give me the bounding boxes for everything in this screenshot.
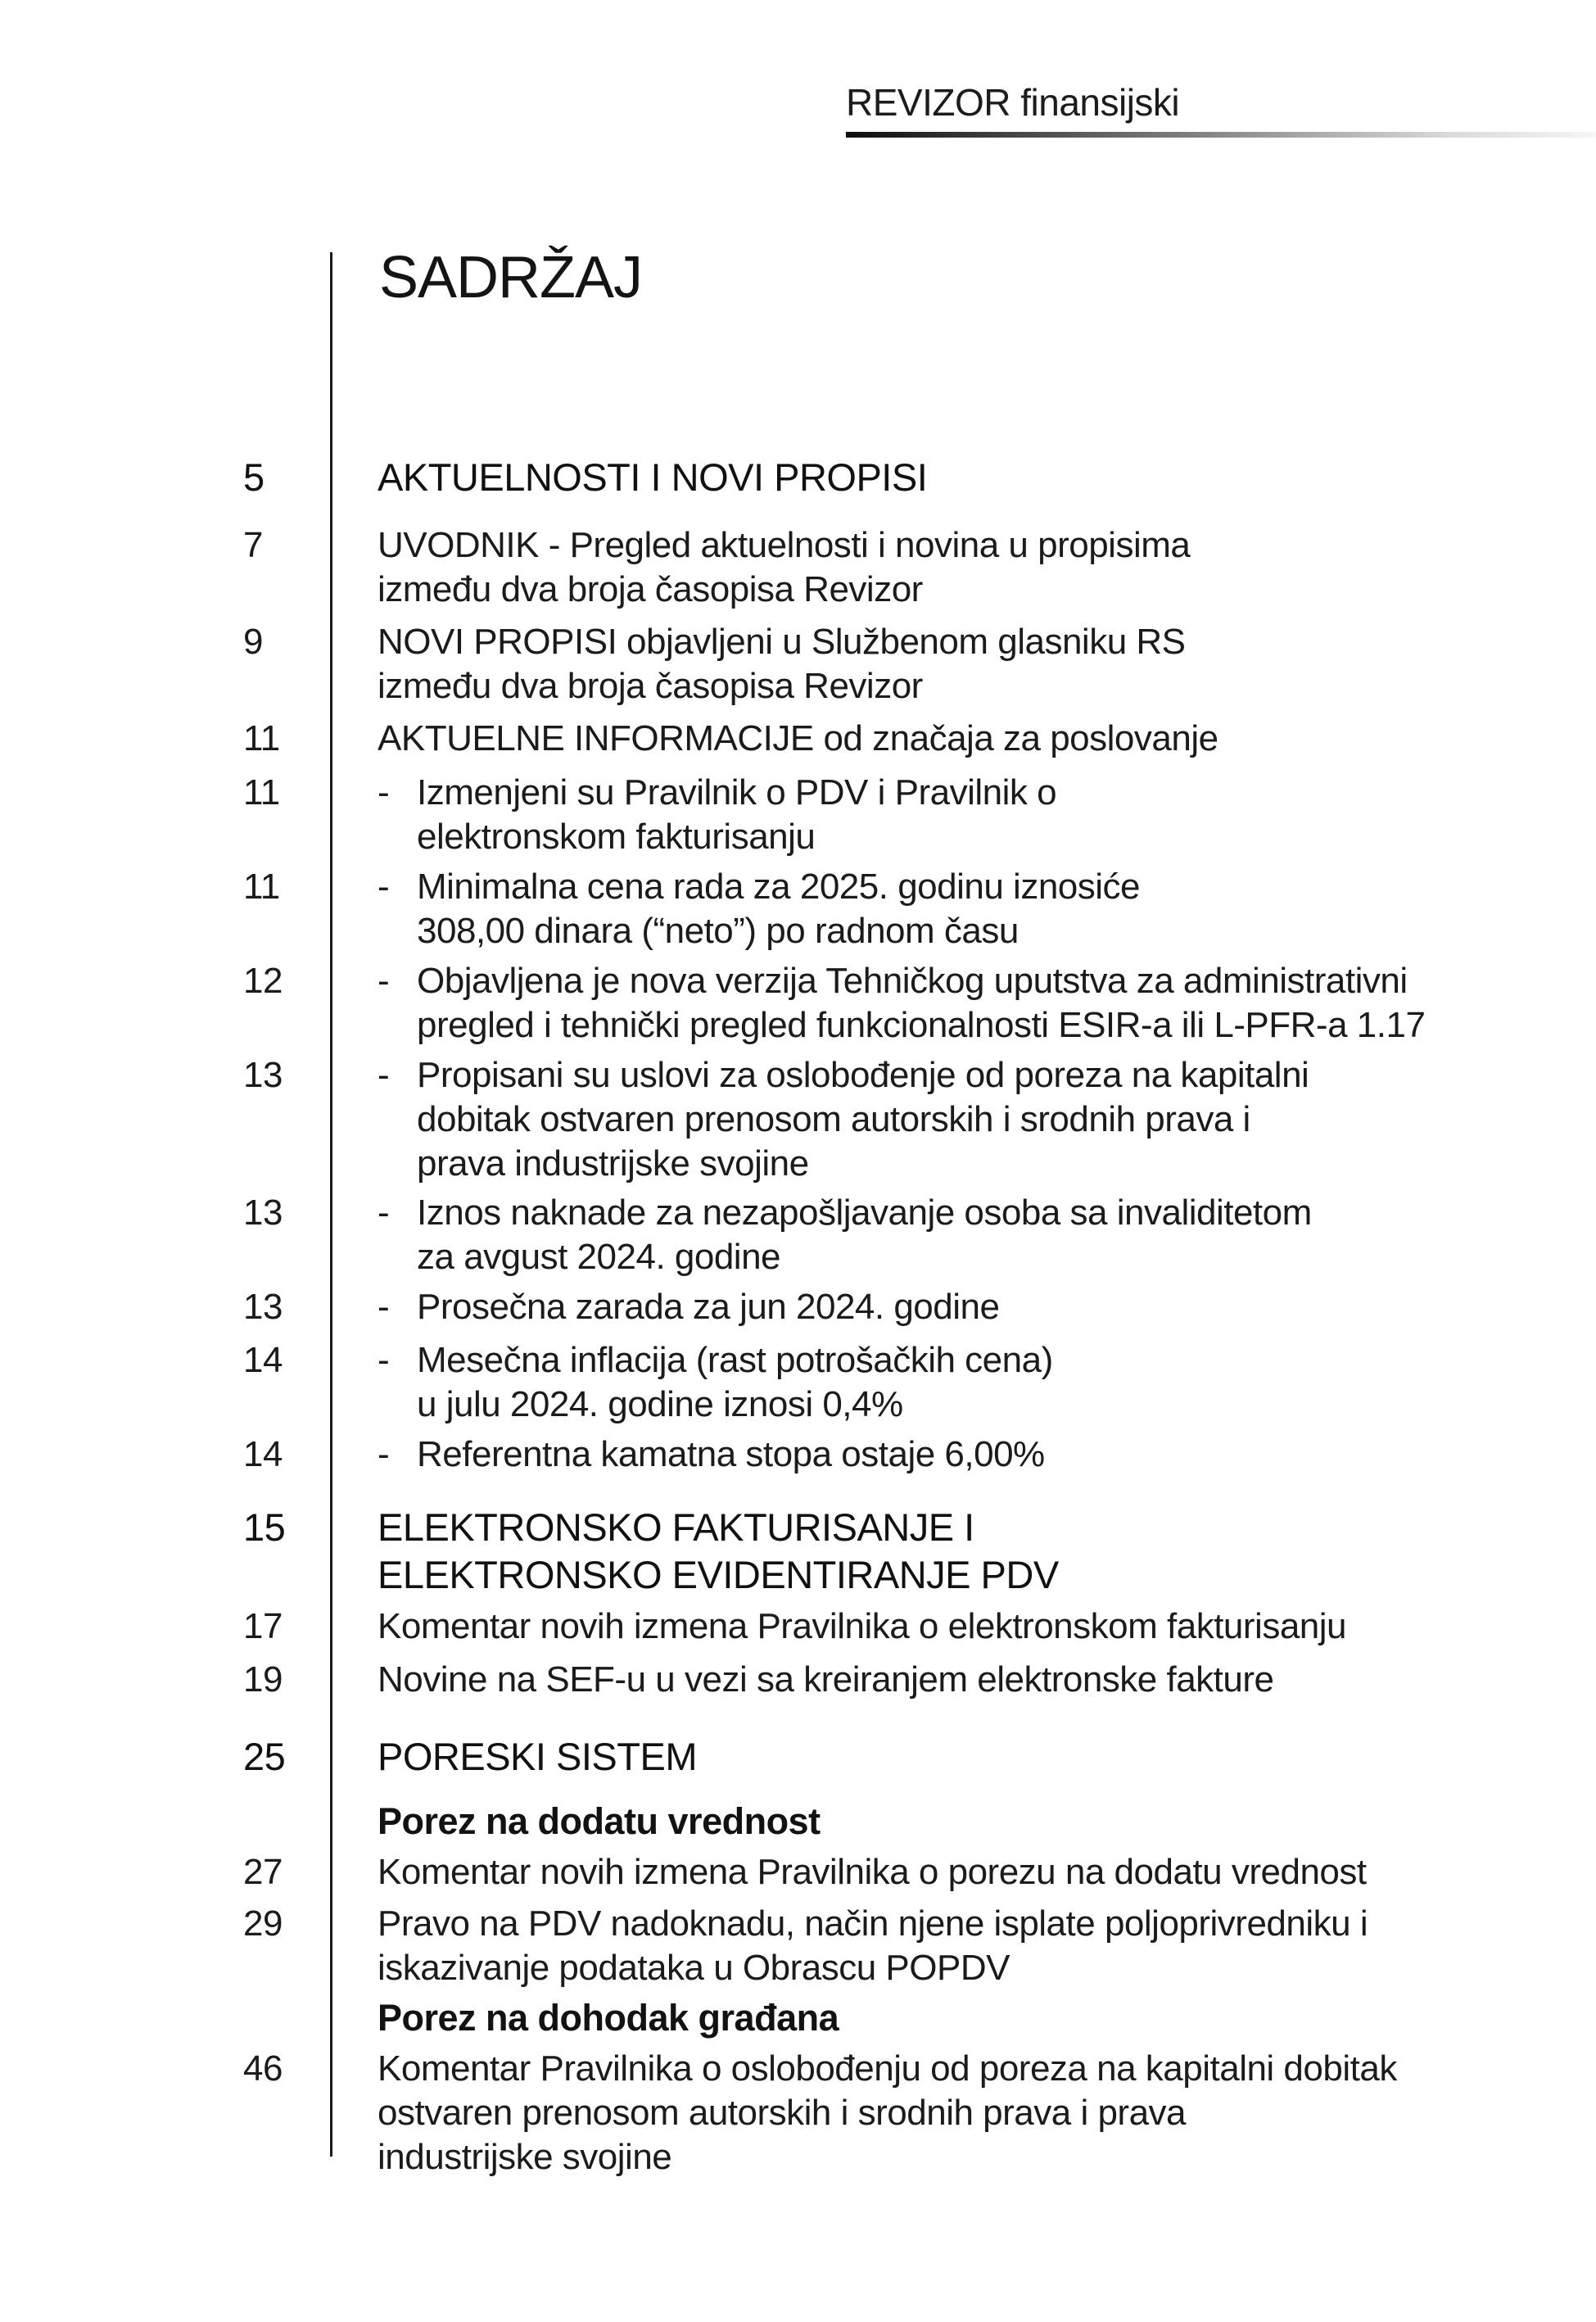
- dash-glyph: -: [378, 867, 390, 907]
- toc-entry-line: ELEKTRONSKO FAKTURISANJE I: [378, 1505, 974, 1549]
- toc-entry-line: Prosečna zarada za jun 2024. godine: [417, 1287, 1000, 1327]
- toc-entry-line: 308,00 dinara (“neto”) po radnom času: [417, 911, 1019, 951]
- toc-entry-line: Minimalna cena rada za 2025. godinu iznosiće: [417, 867, 1141, 907]
- dash-glyph: -: [378, 1193, 390, 1233]
- dash-glyph: -: [378, 961, 390, 1001]
- journal-name: REVIZOR finansijski: [846, 81, 1180, 124]
- toc-entry-line: elektronskom fakturisanju: [417, 817, 816, 857]
- toc-item-row: [243, 959, 1521, 1048]
- toc-page-number: 13: [243, 1193, 283, 1233]
- toc-page-number: 11: [243, 867, 280, 907]
- toc-entry-line: Mesečna inflacija (rast potrošačkih cena): [417, 1340, 1053, 1380]
- toc-entry: [330, 1605, 1521, 1649]
- toc-entry: [330, 1338, 1521, 1427]
- toc-entry: [330, 2047, 1521, 2179]
- toc-item-row: [243, 1850, 1521, 1894]
- toc-item-row: [243, 1191, 1521, 1279]
- toc-item-row: [243, 1338, 1521, 1427]
- toc-entry-line: AKTUELNOSTI I NOVI PROPISI: [378, 455, 928, 499]
- toc-entry: [330, 865, 1521, 953]
- toc-section-row: [243, 454, 1521, 501]
- toc-page-number: 11: [243, 718, 280, 758]
- toc-entry-line: ostvaren prenosom autorskih i srodnih prava i prava: [378, 2093, 1187, 2133]
- toc-entry: [330, 1902, 1521, 1990]
- toc-entry-text: [417, 771, 1056, 859]
- toc-page-number: 12: [243, 961, 283, 1001]
- toc-item-row: [243, 771, 1521, 859]
- toc-entry-line: PORESKI SISTEM: [378, 1735, 697, 1778]
- toc-entry-line: Izmenjeni su Pravilnik o PDV i Pravilnik o: [417, 772, 1057, 812]
- toc-entry-line: prava industrijske svojine: [417, 1143, 809, 1184]
- toc-rows: [243, 454, 1521, 2179]
- toc-item-row: [243, 1285, 1521, 1329]
- toc-section-row: [243, 1733, 1521, 1781]
- toc-entry-line: Propisani su uslovi za oslobođenje od poreza na kapitalni: [417, 1055, 1309, 1095]
- toc-page-number: [243, 1996, 330, 2040]
- toc-item-row: [243, 2047, 1521, 2179]
- toc-entry: [330, 717, 1521, 761]
- toc-entry-text: [417, 959, 1425, 1048]
- page-title: SADRŽAJ: [379, 245, 643, 310]
- toc-page-number: 17: [243, 1606, 283, 1646]
- toc-page-number: 29: [243, 1903, 283, 1944]
- toc-entry-text: [417, 865, 1140, 953]
- toc-item-row: [243, 1053, 1521, 1186]
- toc-entry: [330, 1433, 1521, 1477]
- toc-page-number: 46: [243, 2048, 283, 2089]
- toc-entry-line: između dva broja časopisa Revizor: [378, 666, 923, 706]
- toc-page-number: 11: [243, 772, 280, 812]
- dash-glyph: -: [378, 1055, 390, 1095]
- toc-entry: [330, 1053, 1521, 1186]
- toc-entry-line: pregled i tehnički pregled funkcionalnosti ESIR-a ili L-PFR-a 1.17: [417, 1005, 1426, 1045]
- toc-entry-line: Porez na dodatu vrednost: [378, 1800, 821, 1842]
- toc-entry: [330, 959, 1521, 1048]
- toc-page-number: 13: [243, 1055, 283, 1095]
- toc-entry: [330, 1850, 1521, 1894]
- toc-page-number: 14: [243, 1340, 283, 1380]
- toc-entry-line: Iznos naknade za nezapošljavanje osoba sa invaliditetom: [417, 1193, 1312, 1233]
- toc-entry-line: UVODNIK - Pregled aktuelnosti i novina u propisima: [378, 525, 1191, 565]
- toc-entry-text: [417, 1338, 1053, 1427]
- toc-entry-line: Porez na dohodak građana: [378, 1997, 839, 2039]
- toc-item-row: [243, 865, 1521, 953]
- toc-entry-line: Pravo na PDV nadoknadu, način njene isplate poljoprivredniku i: [378, 1903, 1368, 1944]
- toc-entry: [330, 1799, 1521, 1844]
- toc-entry-line: Novine na SEF-u u vezi sa kreiranjem elektronske fakture: [378, 1659, 1274, 1700]
- toc-entry-line: Komentar novih izmena Pravilnika o porezu na dodatu vrednost: [378, 1852, 1367, 1892]
- toc-entry: [330, 1504, 1521, 1599]
- dash-glyph: -: [378, 1287, 390, 1327]
- toc-entry: [330, 1285, 1521, 1329]
- toc-entry-line: NOVI PROPISI objavljeni u Službenom glasniku RS: [378, 622, 1186, 662]
- toc-entry-text: [417, 1433, 1045, 1477]
- toc-entry-line: dobitak ostvaren prenosom autorskih i srodnih prava i: [417, 1099, 1250, 1139]
- toc-page-number: 9: [243, 622, 263, 662]
- toc-item-row: [243, 717, 1521, 761]
- toc-entry-line: Referentna kamatna stopa ostaje 6,00%: [417, 1434, 1045, 1474]
- toc-item-row: [243, 1605, 1521, 1649]
- toc-item-row: [243, 1433, 1521, 1477]
- toc-page-number: 14: [243, 1434, 283, 1474]
- toc-item-row: [243, 620, 1521, 708]
- toc-entry: [330, 1733, 1521, 1781]
- toc-entry-line: AKTUELNE INFORMACIJE od značaja za poslovanje: [378, 718, 1218, 758]
- toc-entry: [330, 1996, 1521, 2040]
- toc-entry-text: [417, 1285, 999, 1329]
- toc-page-number: 25: [243, 1735, 286, 1778]
- toc-entry-text: [417, 1191, 1312, 1279]
- toc-entry: [330, 523, 1521, 612]
- toc-entry-line: za avgust 2024. godine: [417, 1237, 781, 1277]
- toc-entry-line: Objavljena je nova verzija Tehničkog uputstva za administrativni: [417, 961, 1408, 1001]
- toc-entry: [330, 620, 1521, 708]
- toc-page-number: 7: [243, 525, 263, 565]
- toc-entry: [330, 454, 1521, 501]
- toc-section-row: [243, 1504, 1521, 1599]
- toc-item-row: [243, 1902, 1521, 1990]
- toc-page-number: 15: [243, 1505, 286, 1549]
- toc-subheading-row: [243, 1996, 1521, 2040]
- toc-entry-line: između dva broja časopisa Revizor: [378, 569, 923, 609]
- toc-entry: [330, 1191, 1521, 1279]
- toc-page-number: 13: [243, 1287, 283, 1327]
- toc-page-number: 27: [243, 1852, 283, 1892]
- dash-glyph: -: [378, 772, 390, 812]
- toc-entry-line: ELEKTRONSKO EVIDENTIRANJE PDV: [378, 1553, 1059, 1596]
- toc-entry-line: Komentar novih izmena Pravilnika o elektronskom fakturisanju: [378, 1606, 1347, 1646]
- toc-entry-line: u julu 2024. godine iznosi 0,4%: [417, 1384, 903, 1424]
- toc-entry-line: industrijske svojine: [378, 2137, 672, 2177]
- table-of-contents: [243, 246, 1521, 2179]
- dash-glyph: -: [378, 1434, 390, 1474]
- toc-entry-line: iskazivanje podataka u Obrascu POPDV: [378, 1948, 1010, 1988]
- toc-item-row: [243, 523, 1521, 612]
- toc-page-number: [243, 1799, 330, 1844]
- toc-entry: [330, 1658, 1521, 1702]
- toc-page-number: 19: [243, 1659, 283, 1700]
- header-gradient-rule: [846, 132, 1596, 138]
- dash-glyph: -: [378, 1340, 390, 1380]
- toc-page-number: 5: [243, 455, 264, 499]
- toc-subheading-row: [243, 1799, 1521, 1844]
- toc-item-row: [243, 1658, 1521, 1702]
- toc-entry-line: Komentar Pravilnika o oslobođenju od poreza na kapitalni dobitak: [378, 2048, 1397, 2089]
- toc-entry-text: [417, 1053, 1309, 1186]
- toc-entry: [330, 771, 1521, 859]
